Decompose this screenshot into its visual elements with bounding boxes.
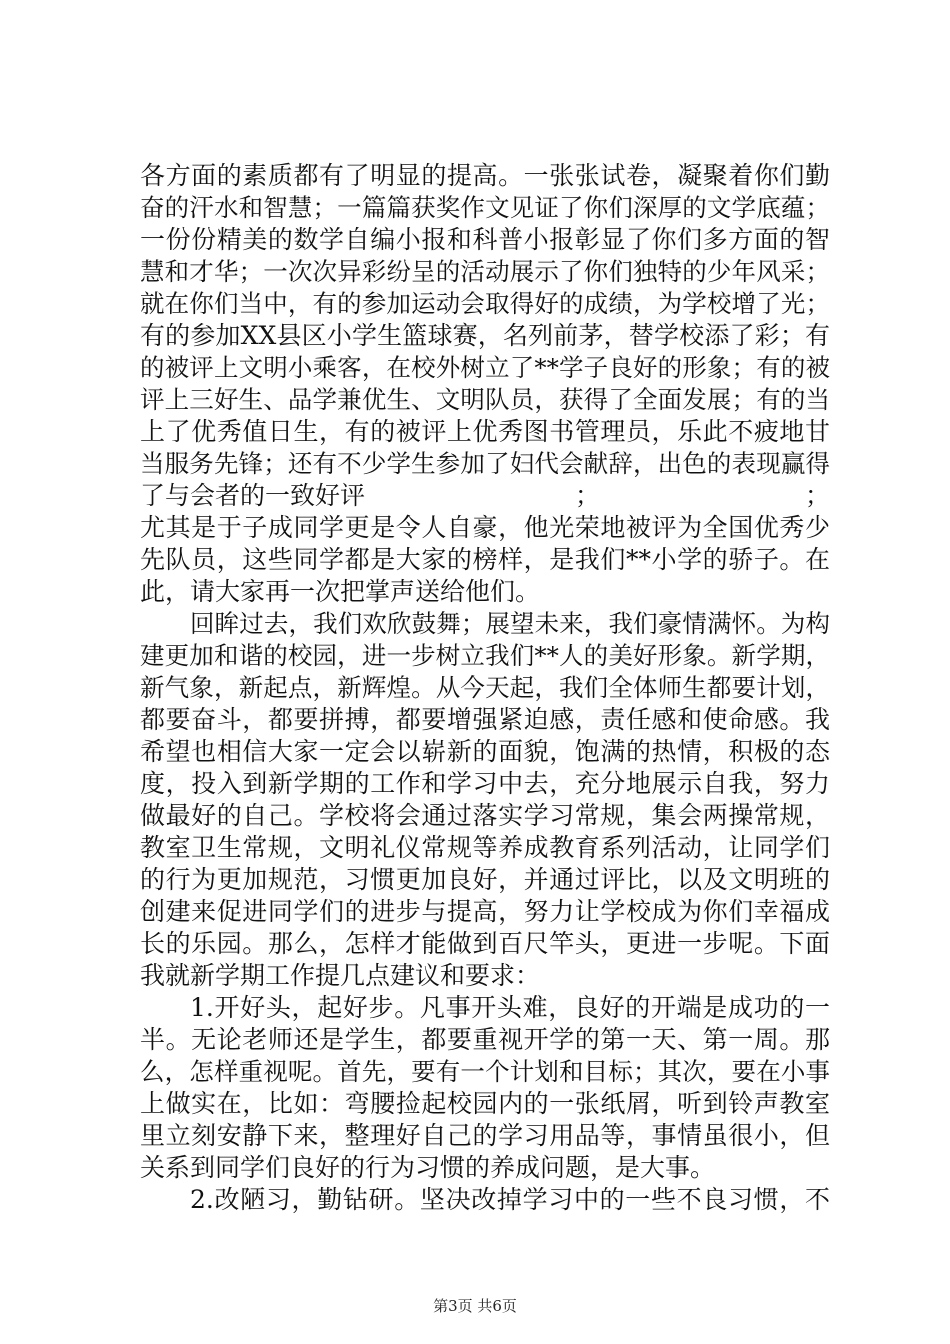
text-line: 慧和才华；一次次异彩纷呈的活动展示了你们独特的少年风采； [140,257,830,286]
text-line: 就在你们当中，有的参加运动会取得好的成绩，为学校增了光； [140,289,830,318]
text-line: 上做实在，比如：弯腰捡起校园内的一张纸屑，听到铃声教室 [140,1089,830,1118]
text-line: 里立刻安静下来，整理好自己的学习用品等，事情虽很小，但 [140,1121,830,1150]
text-line: 建更加和谐的校园，进一步树立我们**人的美好形象。新学期， [140,641,830,670]
split-mid-punct: ； [574,481,600,510]
text-line: 度，投入到新学期的工作和学习中去，充分地展示自我，努力 [140,769,830,798]
text-line: 我就新学期工作提几点建议和要求： [140,961,541,990]
text-line: 的行为更加规范，习惯更加良好，并通过评比，以及文明班的 [140,865,830,894]
text-line: 关系到同学们良好的行为习惯的养成问题，是大事。 [140,1153,716,1182]
text-line: 有的参加XX县区小学生篮球赛，名列前茅，替学校添了彩；有 [140,321,830,350]
paragraph-first-line: 2.改陋习，勤钻研。坚决改掉学习中的一些不良习惯，不 [190,1185,830,1214]
text-line: 都要奋斗，都要拼搏，都要增强紧迫感，责任感和使命感。我 [140,705,830,734]
text-line: 半。无论老师还是学生，都要重视开学的第一天、第一周。那 [140,1025,830,1054]
text-line: 各方面的素质都有了明显的提高。一张张试卷，凝聚着你们勤 [140,161,830,190]
split-right-punct: ； [804,481,830,510]
text-line: 教室卫生常规，文明礼仪常规等养成教育系列活动，让同学们 [140,833,830,862]
text-line: 希望也相信大家一定会以崭新的面貌，饱满的热情，积极的态 [140,737,830,766]
text-line: 么，怎样重视呢。首先，要有一个计划和目标；其次，要在小事 [140,1057,830,1086]
paragraph-first-line: 1.开好头，起好步。凡事开头难，良好的开端是成功的一 [190,993,830,1022]
text-line: 的被评上文明小乘客，在校外树立了**学子良好的形象；有的被 [140,353,830,382]
text-line: 创建来促进同学们的进步与提高，努力让学校成为你们幸福成 [140,897,830,926]
document-body [140,160,830,1216]
text-line: 做最好的自己。学校将会通过落实学习常规，集会两操常规， [140,801,830,830]
text-line: 评上三好生、品学兼优生、文明队员，获得了全面发展；有的当 [140,385,830,414]
split-left-text: 了与会者的一致好评 [140,481,366,510]
text-line: 长的乐园。那么，怎样才能做到百尺竿头，更进一步呢。下面 [140,929,830,958]
text-line: 一份份精美的数学自编小报和科普小报彰显了你们多方面的智 [140,225,830,254]
text-line-split [140,480,830,512]
text-line: 新气象，新起点，新辉煌。从今天起，我们全体师生都要计划， [140,673,830,702]
page-number-footer: 第3页 共6页 [433,1297,517,1315]
text-line: 尤其是于子成同学更是令人自豪，他光荣地被评为全国优秀少 [140,513,830,542]
paragraph-first-line: 回眸过去，我们欢欣鼓舞；展望未来，我们豪情满怀。为构 [190,609,830,638]
text-line: 先队员，这些同学都是大家的榜样，是我们**小学的骄子。在 [140,545,830,574]
text-line: 上了优秀值日生，有的被评上优秀图书管理员，乐此不疲地甘 [140,417,830,446]
text-line: 奋的汗水和智慧；一篇篇获奖作文见证了你们深厚的文学底蕴； [140,193,830,222]
text-line: 当服务先锋；还有不少学生参加了妇代会献辞，出色的表现赢得 [140,449,830,478]
text-line: 此，请大家再一次把掌声送给他们。 [140,577,541,606]
